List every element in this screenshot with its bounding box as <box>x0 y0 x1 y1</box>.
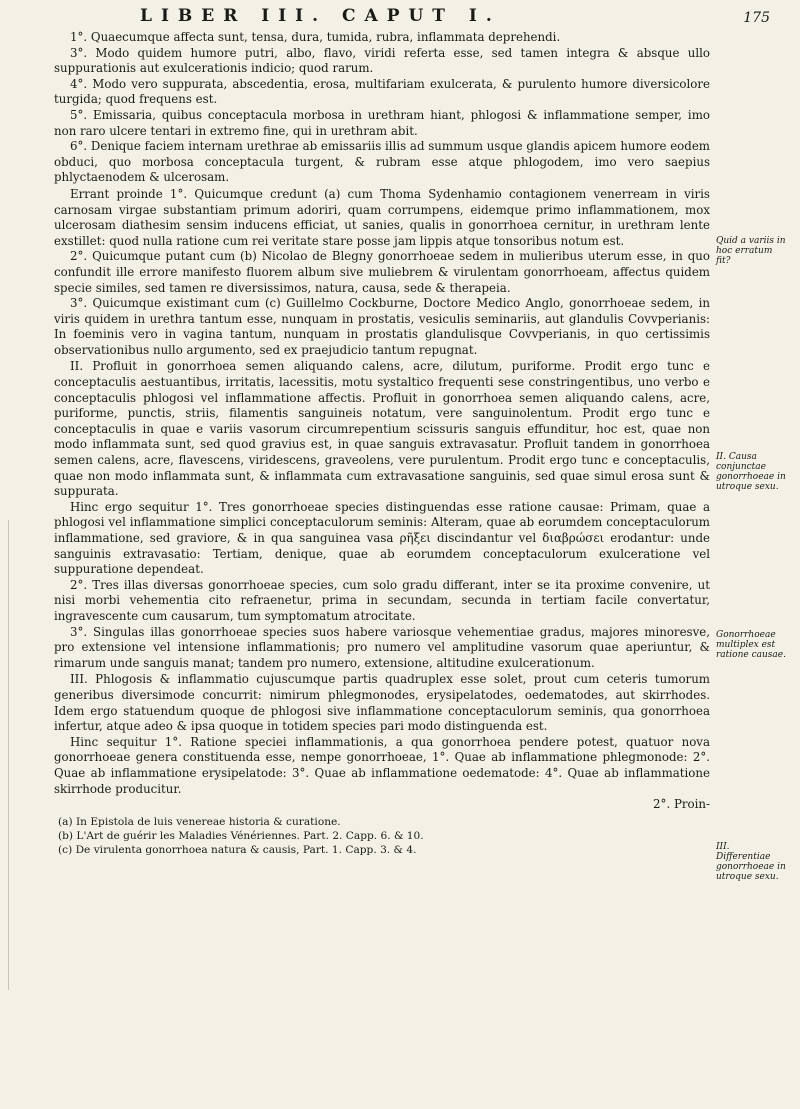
paragraph: 6°. Denique faciem internam urethrae ab emissariis illis ad summum usque glandis apicem humore eodem obduci, quo morbosa conceptacula turgent, & rubram esse atque phlogodem, imo vero saepius phlyctaenodem & ulcerosam. <box>54 139 710 185</box>
paragraph: 4°. Modo vero suppurata, abscedentia, erosa, multifariam exulcerata, & purulento humore diversicolore turgida; quod frequens est. <box>54 76 710 107</box>
paragraph: 3°. Singulas illas gonorrhoeae species suos habere variosque vehementiae gradus, majores minoresve, pro extensione vel intensione inflammationis; pro numero vel amplitudine vasorum quae aperiuntur, & rimarum unde sanguis manat; tandem pro numero, extensione, altitudine exulcerationum. <box>54 624 710 670</box>
footnote: (a) In Epistola de luis venereae historia & curatione. <box>58 815 341 828</box>
marginal-note: Gonorrhoeae multiplex est ratione causae. <box>716 630 786 660</box>
paragraph: Hinc sequitur 1°. Ratione speciei inflammationis, a qua gonorrhoea pendere potest, quatuor nova gonorrhoeae genera constituenda esse, nempe gonorrhoeae, 1°. Quae ab inflammatione phlegmonode: 2°. Quae ab inflammatione erysipelatode: 3°. Quae ab inflammatione oedematode: 4°. Quae ab inflammatione skirrhode producitur. <box>54 734 710 796</box>
paragraph: 1°. Quaecumque affecta sunt, tensa, dura, tumida, rubra, inflammata deprehendi. <box>70 30 561 44</box>
paragraph: II. Profluit in gonorrhoea semen aliquando calens, acre, dilutum, puriforme. Prodit ergo tunc e conceptaculis aestuantibus, irritatis, lacessitis, motu systaltico frequenti sese constringentibus, uno verbo e conceptaculis phlogosi vel inflammatione affectis. Profluit in gonorrhoea semen aliquando calens, acre, puriforme, punctis, striis, filamentis sanguineis notatum, vere sanguinolentum. Prodit ergo tunc e conceptaculis in quae e variis vasorum circumrepentium scissuris sanguis effunditur, hoc est, quae non modo inflammata sunt, sed quod gravius est, in quae sanguis extravasatur. Profluit tandem in gonorrhoea semen calens, acre, flavescens, viridescens, graveolens, vere purulentum. Prodit ergo tunc e conceptaculis, quae non modo inflammata sunt, & inflammata cum extravasatione sanguinis, sed quae simul erosa sunt & suppurata. <box>54 359 710 499</box>
footnotes <box>58 815 710 857</box>
paragraph: 3°. Modo quidem humore putri, albo, flavo, viridi referta esse, sed tamen integra & absque ullo suppurationis aut exulcerationis indicio; quod rarum. <box>54 45 710 76</box>
paragraph: 5°. Emissaria, quibus conceptacula morbosa in urethram hiant, phlogosi & inflammatione semper, imo non raro ulcere tentari in extremo fine, qui in urethram abit. <box>54 107 710 138</box>
page-edge-line <box>8 520 9 990</box>
footnote: (c) De virulenta gonorrhoea natura & causis, Part. 1. Capp. 3. & 4. <box>58 843 417 856</box>
marginal-note: Quid a variis in hoc erratum fit? <box>716 236 786 266</box>
paragraph: 2°. Quicumque putant cum (b) Nicolao de Blegny gonorrhoeae sedem in mulieribus uterum esse, in quo confundit ille errore manifesto fluorem album sive muliebrem & virulentam gonorrhoeam, affectus quidem specie similes, sed tamen re diversissimos, natura, causa, sede & therapeia. <box>54 249 710 295</box>
paragraph: 3°. Quicumque existimant cum (c) Guillelmo Cockburne, Doctore Medico Anglo, gonorrhoeae sedem, in viris quidem in urethra tantum esse, nunquam in prostatis, vesiculis seminariis, aut glandulis Covvperianis: In foeminis vero in vagina tantum, nunquam in prostatis glandulisque Covvperianis, in quo certissimis observationibus nullo argumento, sed ex praejudicio tantum repugnat. <box>54 296 710 357</box>
page-header <box>140 6 770 28</box>
page-number: 175 <box>743 10 770 26</box>
running-title: LIBER III. CAPUT I. <box>140 6 501 26</box>
paragraph: Errant proinde 1°. Quicumque credunt (a) cum Thoma Sydenhamio contagionem venerream in viris carnosam virgae substantiam primum adoriri, quam corrumpens, eidemque primo inflammationem, mox ulcerosam diathesim sensim inducens efficiat, ut sanies, qualis in gonorrhoea cernitur, in urethram lente exstillet: quod nulla ratione cum rei veritate stare posse jam lippis atque tonsoribus notum est. <box>54 186 710 248</box>
paragraph: 2°. Tres illas diversas gonorrhoeae species, cum solo gradu differant, inter se ita proxime convenire, ut nisi morbi vehementia cito refraenetur, prima in secundam, secunda in tertiam facile convertatur, ingravescente cum causarum, tum symptomatum atrocitate. <box>54 577 710 623</box>
footnote: (b) L'Art de guérir les Maladies Vénériennes. Part. 2. Capp. 6. & 10. <box>58 829 424 842</box>
paragraph: III. Phlogosis & inflammatio cujuscumque partis quadruplex esse solet, prout cum ceteris tumorum generibus diversimode concurrit: nimirum phlegmonodes, erysipelatodes, oedematodes, aut skirrhodes. Idem ergo statuendum quoque de phlogosi sive inflammatione conceptaculorum seminis, qua gonorrhoea infertur, atque adeo & ipsa quoque in totidem species pari modo distinguenda est. <box>54 672 710 734</box>
main-text <box>54 30 710 857</box>
catchword: 2°. Proin- <box>653 797 710 812</box>
paragraph: Hinc ergo sequitur 1°. Tres gonorrhoeae species distinguendas esse ratione causae: Primam, quae a phlogosi vel inflammatione simplici conceptaculorum seminis: Alteram, quae ab eorumdem conceptaculorum inflammatione, sed graviore, & in qua sanguinea vasa ρῆξει discindantur vel διαβρώσει erodantur: unde sanguinis extravasatio: Tertiam, denique, quae ab eorumdem conceptaculorum exulceratione vel suppuratione dependeat. <box>54 499 710 577</box>
marginal-note: II. Causa conjunctae gonorrhoeae in utroque sexu. <box>716 452 786 492</box>
marginal-note: III. Differentiae gonorrhoeae in utroque sexu. <box>716 842 786 882</box>
